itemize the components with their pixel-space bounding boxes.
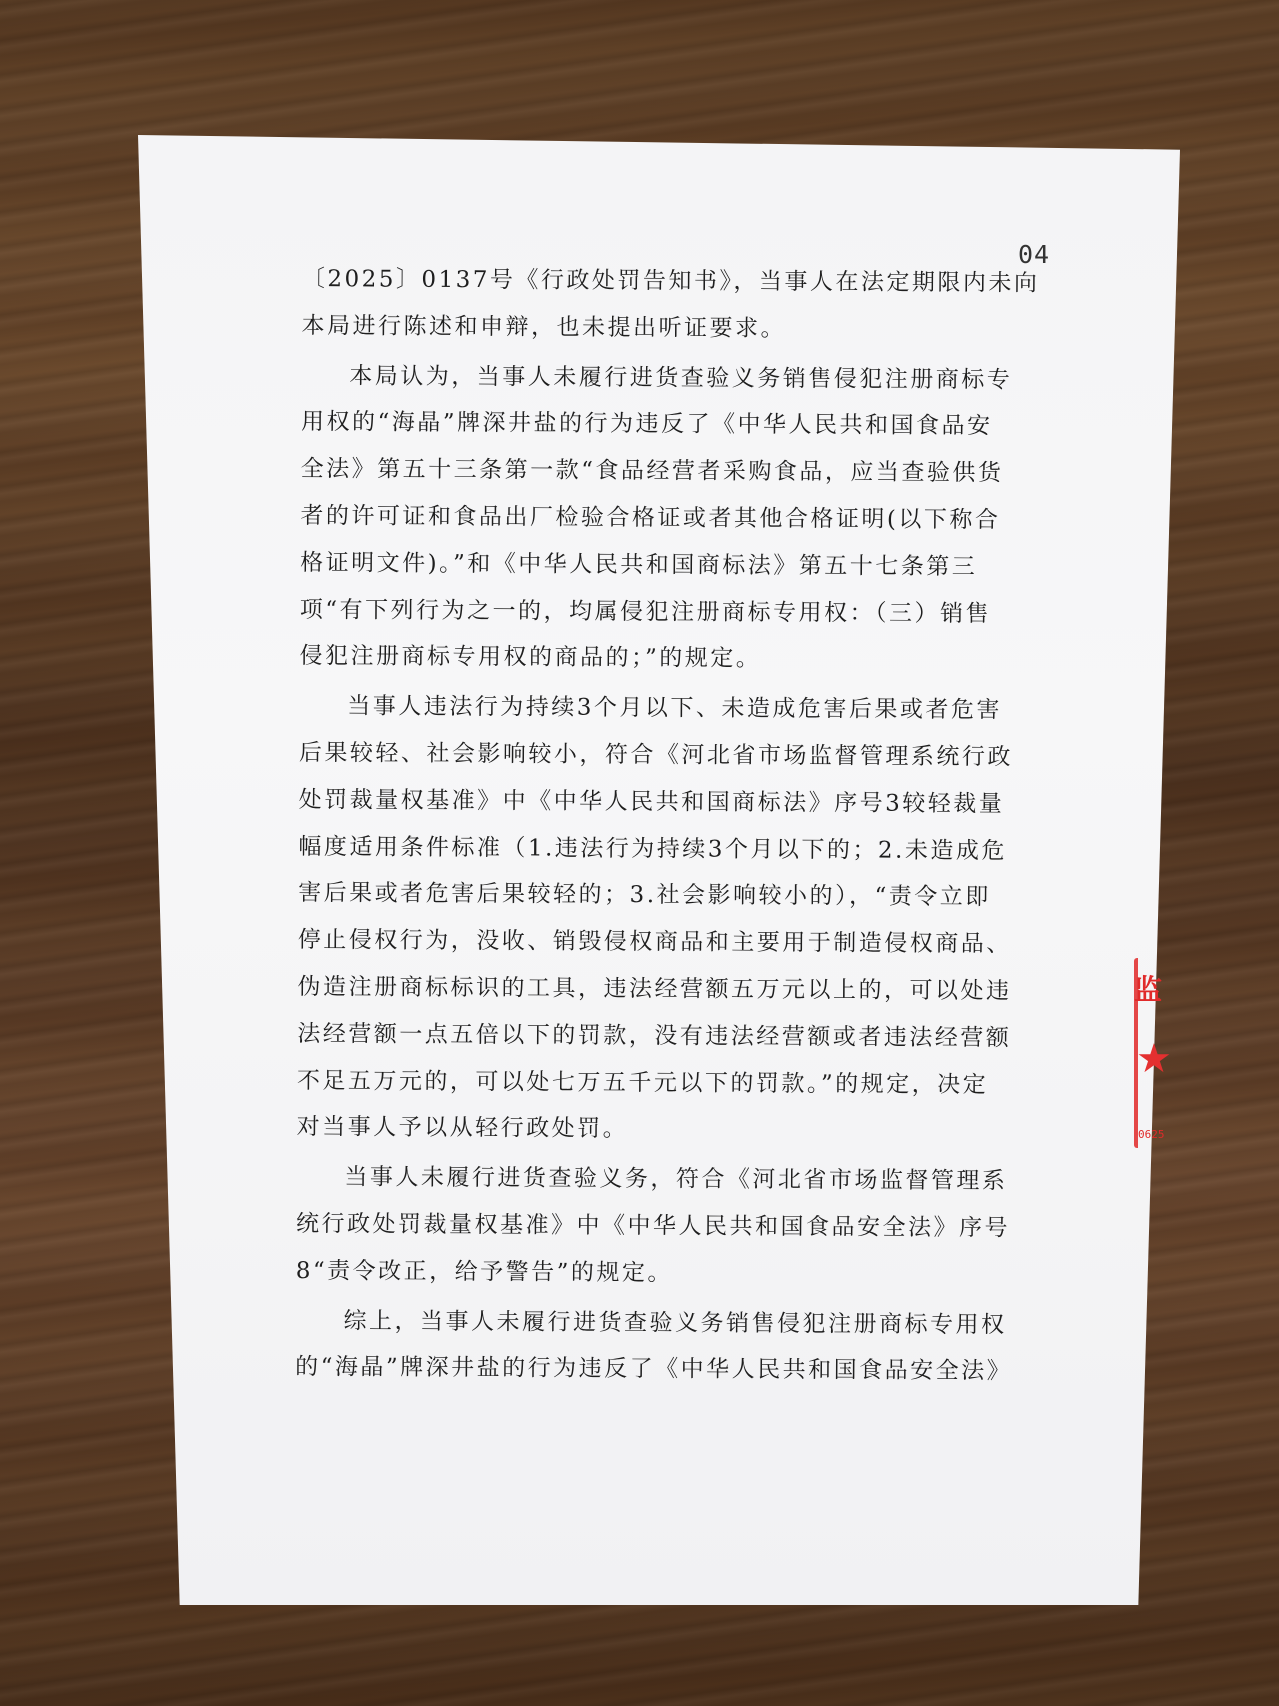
text-line: 处罚裁量权基准》中《中华人民共和国商标法》序号3较轻裁量 (298, 786, 1005, 818)
text-line: 全法》第五十三条第一款“食品经营者采购食品，应当查验供货 (300, 456, 1004, 487)
seal-star-icon: ★ (1136, 1036, 1172, 1082)
text-line: 的“海晶”牌深井盐的行为违反了《中华人民共和国食品安全法》 (295, 1354, 1013, 1385)
text-line: 项“有下列行为之一的，均属侵犯注册商标专用权：（三）销售 (299, 596, 992, 627)
text-line: 对当事人予以从轻行政处罚。 (296, 1114, 629, 1143)
text-line: 本局认为，当事人未履行进货查验义务销售侵犯注册商标专 (349, 362, 1013, 393)
text-line: 当事人未履行进货查验义务，符合《河北省市场监督管理系 (344, 1164, 1008, 1195)
document-body (295, 256, 1040, 1395)
text-line: 停止侵权行为，没收、销毁侵权商品和主要用于制造侵权商品、 (297, 927, 1012, 958)
text-line: 本局进行陈述和申辩，也未提出听证要求。 (301, 312, 787, 342)
text-line: 后果较轻、社会影响较小，符合《河北省市场监督管理系统行政 (298, 739, 1014, 771)
text-line: 者的许可证和食品出厂检验合格证或者其他合格证明(以下称合 (300, 502, 1001, 534)
text-line: 用权的“海晶”牌深井盐的行为违反了《中华人民共和国食品安 (300, 409, 993, 440)
text-line: 不足五万元的，可以处七万五千元以下的罚款。”的规定，决定 (296, 1067, 989, 1098)
text-line: 侵犯注册商标专用权的商品的；”的规定。 (299, 643, 762, 673)
seal-stamp-char: 监 (1134, 973, 1163, 1006)
seal-stamp-code: 0625 (1138, 1128, 1165, 1141)
text-line: 害后果或者危害后果较轻的；3.社会影响较小的），“责令立即 (298, 880, 991, 911)
text-line: 综上，当事人未履行进货查验义务销售侵犯注册商标专用权 (343, 1307, 1007, 1338)
text-line: 法经营额一点五倍以下的罚款，没有违法经营额或者违法经营额 (297, 1020, 1012, 1052)
text-line: 伪造注册商标标识的工具，违法经营额五万元以上的，可以处违 (297, 973, 1012, 1005)
page-number: 04 (1018, 240, 1051, 269)
text-line: 统行政处罚裁量权基准》中《中华人民共和国食品安全法》序号 (296, 1210, 1011, 1242)
text-line: 当事人违法行为持续3个月以下、未造成危害后果或者危害 (347, 693, 1002, 724)
text-line: 8“责令改正，给予警告”的规定。 (295, 1257, 674, 1287)
text-line: 〔2025〕0137号《行政处罚告知书》，当事人在法定期限内未向 (301, 265, 1040, 297)
text-line: 格证明文件)。”和《中华人民共和国商标法》第五十七条第三 (300, 549, 978, 580)
text-line: 幅度适用条件标准（1.违法行为持续3个月以下的；2.未造成危 (298, 833, 1007, 864)
